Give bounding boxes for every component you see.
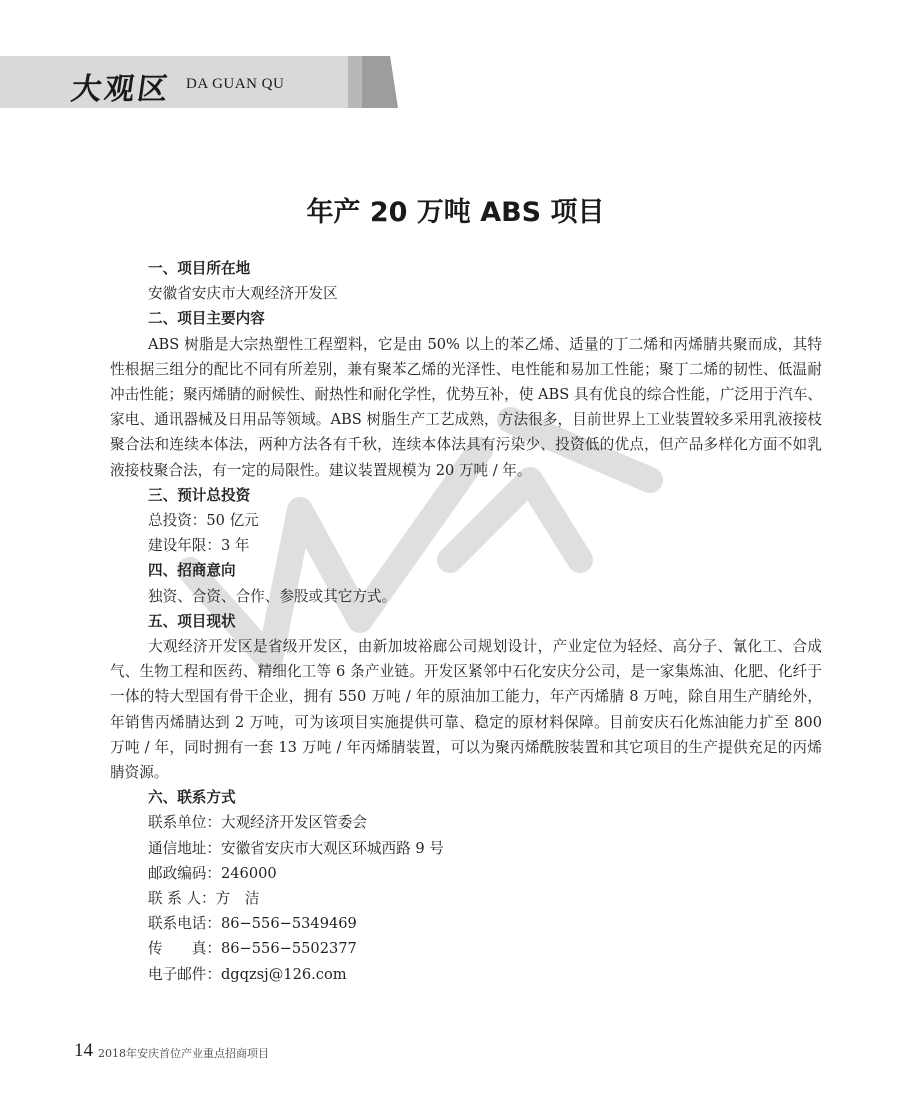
brand-name-en: DA GUAN QU <box>186 76 285 92</box>
page-title: 年产 20 万吨 ABS 项目 <box>306 197 605 228</box>
intent-text: 独资、合资、合作、参股或其它方式。 <box>148 587 397 605</box>
section-heading-contact: 六、联系方式 <box>148 789 236 807</box>
contact-unit: 联系单位：大观经济开发区管委会 <box>148 814 367 832</box>
document-body <box>110 256 822 987</box>
section-heading-content: 二、项目主要内容 <box>148 310 265 328</box>
header-stripe <box>348 56 362 108</box>
contact-fax: 传 真：86−556−5502377 <box>148 940 357 958</box>
contact-email: 电子邮件：dgqzsj@126.com <box>148 965 347 983</box>
content-paragraph: ABS 树脂是大宗热塑性工程塑料，它是由 50% 以上的苯乙烯、适量的丁二烯和丙烯腈共聚而成，其特性根据三组分的配比不同有所差别，兼有聚苯乙烯的光泽性、电性能和易加工性能；聚丁二烯的韧性、低温耐冲击性能；聚丙烯腈的耐候性、耐热性和耐化学性，优势互补，使 ABS 具有优良的综合性能，广泛用于汽车、家电、通讯器械及日用品等领域。ABS 树脂生产工艺成熟，方法很多，目前世界上工业装置较多采用乳液接枝聚合法和连续本体法，两种方法各有千秋，连续本体法具有污染少、投资低的优点，但产品多样化方面不如乳液接枝聚合法，有一定的局限性。建议装置规模为 20 万吨 / 年。 <box>110 335 822 479</box>
investment-period: 建设年限：3 年 <box>148 537 250 555</box>
section-heading-status: 五、项目现状 <box>148 612 236 630</box>
page-number: 14 <box>74 1040 93 1061</box>
header-band <box>0 56 360 108</box>
contact-address: 通信地址：安徽省安庆市大观区环城西路 9 号 <box>148 839 444 857</box>
contact-postcode: 邮政编码：246000 <box>148 864 277 882</box>
location-text: 安徽省安庆市大观经济开发区 <box>148 285 338 303</box>
section-heading-investment: 三、预计总投资 <box>148 486 251 504</box>
publication-title: 2018年安庆首位产业重点招商项目 <box>98 1047 269 1060</box>
contact-person: 联 系 人：方 洁 <box>148 890 260 908</box>
section-heading-intent: 四、招商意向 <box>148 562 236 580</box>
section-heading-location: 一、项目所在地 <box>148 260 251 277</box>
contact-phone: 联系电话：86−556−5349469 <box>148 915 357 933</box>
status-paragraph: 大观经济开发区是省级开发区，由新加坡裕廊公司规划设计，产业定位为轻烃、高分子、氰化工、合成气、生物工程和医药、精细化工等 6 条产业链。开发区紧邻中石化安庆分公司，是一家集炼油、化肥、化纤于一体的特大型国有骨干企业，拥有 550 万吨 / 年的原油加工能力，年产丙烯腈 8 万吨，除自用生产腈纶外，年销售丙烯腈达到 2 万吨，可为该项目实施提供可靠、稳定的原材料保障。目前安庆石化炼油能力扩至 800 万吨 / 年，同时拥有一套 13 万吨 / 年丙烯腈装置，可以为聚丙烯酰胺装置和其它项目的生产提供充足的丙烯腈资源。 <box>110 638 822 782</box>
header-stripe-accent <box>362 56 398 108</box>
investment-total: 总投资：50 亿元 <box>148 512 259 530</box>
brand-logo-cn: 大观区 <box>69 72 173 107</box>
